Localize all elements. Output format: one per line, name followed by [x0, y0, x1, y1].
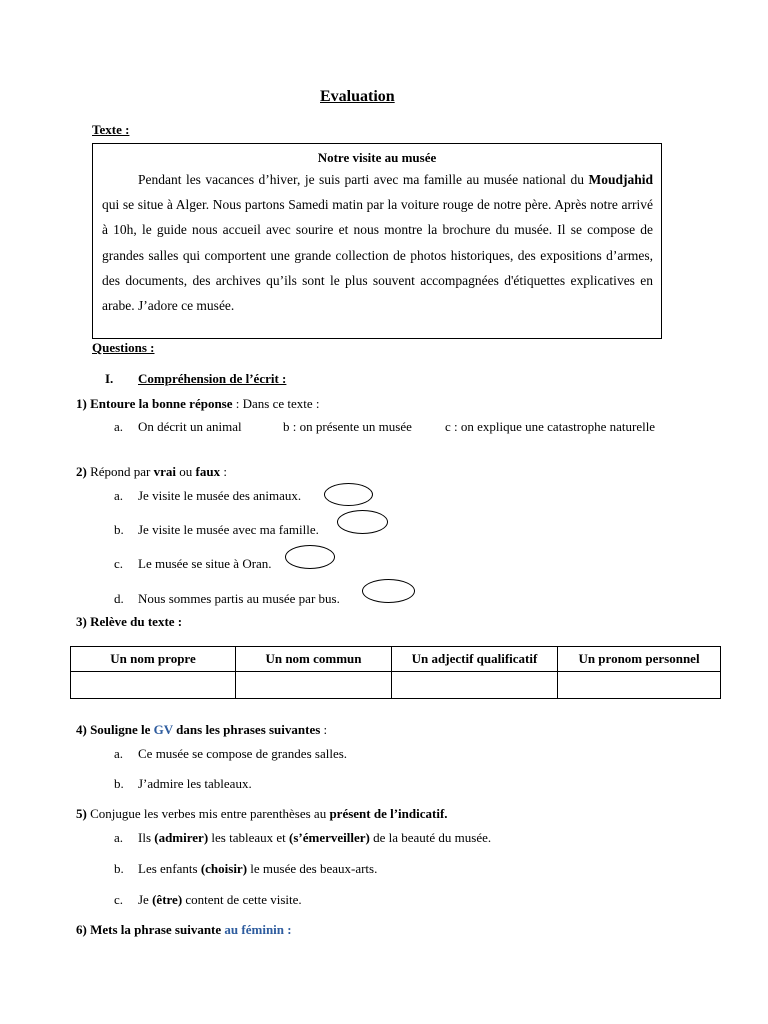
q2-number: 2): [76, 464, 87, 479]
paragraph-part-1: Pendant les vacances d’hiver, je suis parti avec ma famille au musée national du: [138, 172, 589, 187]
col-header-pronom: Un pronom personnel: [558, 647, 721, 672]
text-box: [92, 143, 662, 339]
q2-item-d: [114, 591, 340, 607]
text-box-title: Notre visite au musée: [317, 150, 437, 165]
q4-item-a: [114, 746, 347, 762]
q6-blue: au féminin: [224, 922, 285, 937]
q4-item-b-letter: b.: [114, 776, 124, 791]
q2-item-a-letter: a.: [114, 488, 124, 503]
q5-item-c: [114, 892, 302, 908]
q2-item-c-text: Le musée se situe à Oran.: [138, 556, 272, 571]
q5-a-t2: les tableaux et: [208, 830, 290, 845]
q5-c-t2: content de cette visite.: [182, 892, 302, 907]
q5-item-b: [114, 861, 377, 877]
paragraph-bold-word: Moudjahid: [588, 172, 653, 187]
answer-cell-nom-commun[interactable]: [236, 672, 392, 699]
section-title: Compréhension de l’écrit :: [138, 371, 287, 386]
q6-pre: 6) Mets la phrase suivante: [76, 922, 225, 937]
q2-item-a-text: Je visite le musée des animaux.: [138, 488, 302, 503]
answer-oval-b[interactable]: [337, 510, 388, 534]
q1-option-a-text: On décrit un animal: [138, 419, 242, 434]
q5-a-verb1: (admirer): [154, 830, 209, 845]
q5-number: 5): [76, 806, 87, 821]
q2-item-d-letter: d.: [114, 591, 124, 606]
questions-label: Questions :: [92, 340, 155, 355]
q5-a-letter: a.: [114, 830, 124, 845]
q2-item-b: [114, 522, 319, 538]
q2-vrai: vrai: [153, 464, 177, 479]
q5-b-letter: b.: [114, 861, 124, 876]
col-header-nom-propre: Un nom propre: [71, 647, 236, 672]
section-heading: [105, 371, 286, 387]
question-5: [76, 806, 448, 822]
question-2: [76, 464, 227, 480]
q1-rest: : Dans ce texte :: [232, 396, 320, 411]
section-number: I.: [105, 371, 114, 386]
q4-item-a-text: Ce musée se compose de grandes salles.: [138, 746, 348, 761]
q5-a-t3: de la beauté du musée.: [369, 830, 492, 845]
q1-number: 1): [76, 396, 87, 411]
q5-b-t2: le musée des beaux-arts.: [247, 861, 378, 876]
texte-label: Texte :: [92, 122, 130, 137]
q4-colon: :: [320, 722, 328, 737]
q2-item-d-text: Nous sommes partis au musée par bus.: [138, 591, 340, 606]
q4-item-a-letter: a.: [114, 746, 124, 761]
q2-item-c: [114, 556, 272, 572]
col-header-adjectif: Un adjectif qualificatif: [392, 647, 558, 672]
q2-item-b-text: Je visite le musée avec ma famille.: [138, 522, 319, 537]
q2-item-c-letter: c.: [114, 556, 124, 571]
answer-oval-d[interactable]: [362, 579, 415, 603]
q1-instruction: Entoure la bonne réponse: [90, 396, 233, 411]
q5-bold: présent de l’indicatif.: [329, 806, 448, 821]
q4-gv: GV: [153, 722, 173, 737]
answer-oval-c[interactable]: [285, 545, 335, 569]
q5-c-verb: (être): [152, 892, 183, 907]
q4-item-b: [114, 776, 252, 792]
q2-post: :: [220, 464, 227, 479]
q4-pre: 4) Souligne le: [76, 722, 154, 737]
q5-b-verb: (choisir): [200, 861, 248, 876]
paragraph-part-2: qui se situe à Alger. Nous partons Samedi matin par la voiture rouge de notre père. Après notre arrivé à 10h, le guide nous accueil avec sourire et nous montre la brochure du musée. Il se compose de grandes salles qui comportent une grande collection de photos historiques, des expositions d’armes, des documents, des archives qu’ils sont le plus souvent accompagnées d'étiquettes explicatives en arabe. J’adore ce musée.: [102, 197, 653, 314]
q5-a-verb2: (s’émerveiller): [289, 830, 370, 845]
q1-option-b[interactable]: b : on présente un musée: [283, 419, 412, 434]
question-4: [76, 722, 327, 738]
q5-b-t1: Les enfants: [138, 861, 201, 876]
answer-cell-adjectif[interactable]: [392, 672, 558, 699]
q2-item-b-letter: b.: [114, 522, 124, 537]
answer-oval-a[interactable]: [324, 483, 373, 506]
answer-cell-nom-propre[interactable]: [71, 672, 236, 699]
answer-cell-pronom[interactable]: [558, 672, 721, 699]
page-title: Evaluation: [320, 88, 395, 105]
q2-pre: Répond par: [86, 464, 154, 479]
question-6: [76, 922, 292, 938]
q1-option-c[interactable]: c : on explique une catastrophe naturelle: [445, 419, 656, 434]
q2-mid: ou: [176, 464, 196, 479]
q5-pre: Conjugue les verbes mis entre parenthèses au: [86, 806, 330, 821]
q4-item-b-text: J’admire les tableaux.: [138, 776, 252, 791]
q5-c-letter: c.: [114, 892, 124, 907]
q6-post: :: [284, 922, 292, 937]
q5-c-t1: Je: [138, 892, 153, 907]
question-3: 3) Relève du texte :: [76, 614, 183, 629]
col-header-nom-commun: Un nom commun: [236, 647, 392, 672]
q5-item-a: [114, 830, 491, 846]
text-paragraph: [102, 167, 653, 318]
question-1: [76, 396, 320, 412]
q1-option-a[interactable]: [114, 419, 242, 435]
q2-faux: faux: [195, 464, 221, 479]
q5-a-t1: Ils: [138, 830, 155, 845]
releve-table: [70, 646, 721, 699]
q1-option-a-letter: a.: [114, 419, 124, 434]
q4-post: dans les phrases suivantes: [172, 722, 321, 737]
q2-item-a: [114, 488, 301, 504]
